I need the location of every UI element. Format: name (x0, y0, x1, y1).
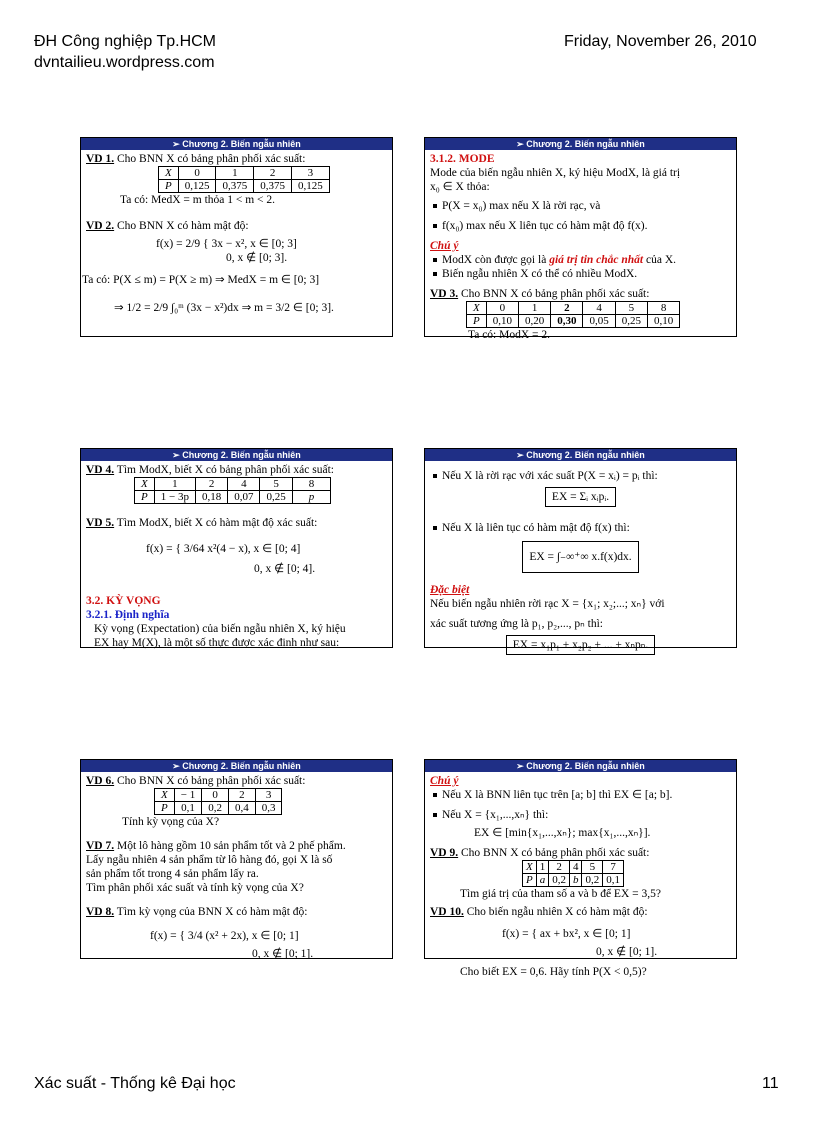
table-cell: P (135, 491, 155, 504)
table-cell: 4 (583, 302, 615, 315)
slide-6 (424, 759, 737, 978)
slide-title-bar: ➢ Chương 2. Biến ngẫu nhiên (425, 138, 736, 150)
vd7-text-2: Lấy ngẫu nhiên 4 sản phẩm từ lô hàng đó, gọi X là số (86, 854, 333, 866)
mode-def-2: x₀ ∈ X thỏa: (430, 181, 490, 193)
vd3-table (466, 301, 680, 328)
mode-heading: 3.1.2. MODE (430, 153, 495, 165)
table-cell: 8 (292, 478, 331, 491)
table-cell: 3 (255, 789, 282, 802)
table-cell: 2 (195, 478, 227, 491)
continuous-formula: EX = ∫₋∞⁺∞ x.f(x)dx. (522, 541, 638, 573)
header-website: dvntailieu.wordpress.com (34, 54, 215, 71)
slide-5 (80, 759, 393, 959)
table-cell: P (523, 874, 537, 887)
table-cell: 0,4 (228, 802, 255, 815)
vd4-text: Tìm ModX, biết X có bảng phân phối xác suất: (114, 464, 334, 476)
vd2-equation: Ta có: P(X ≤ m) = P(X ≥ m) ⇒ MedX = m ∈ [0; 3] (82, 274, 320, 286)
table-cell: 2 (549, 861, 570, 874)
header-date: Friday, November 26, 2010 (564, 33, 757, 50)
vd9-table (522, 860, 624, 887)
table-cell: 0,1 (174, 802, 201, 815)
table-cell: X (523, 861, 537, 874)
note-heading: Chú ý (430, 240, 459, 252)
special-heading: Đặc biệt (430, 584, 470, 596)
vd4-label: VD 4. (86, 464, 115, 476)
note-bullet-1: ModX còn được gọi là giá trị tin chắc nhất của X. (430, 253, 731, 267)
vd7-text-4: Tìm phân phối xác suất và tính kỳ vọng của X? (86, 882, 304, 894)
slide-1 (80, 137, 393, 337)
table-cell: 0 (202, 789, 229, 802)
table-cell: − 1 (174, 789, 201, 802)
table-cell: X (155, 789, 175, 802)
table-cell: 0,07 (228, 491, 260, 504)
header-institution: ĐH Công nghiệp Tp.HCM (34, 33, 217, 50)
vd1-result: Ta có: MedX = m thỏa 1 < m < 2. (120, 194, 276, 206)
vd9-text: Cho BNN X có bảng phân phối xác suất: (458, 847, 650, 859)
table-cell: 5 (582, 861, 603, 874)
table-cell: P (467, 315, 487, 328)
footer-title: Xác suất - Thống kê Đại học (34, 1075, 236, 1092)
table-cell: 1 (536, 861, 549, 874)
page-number: 11 (762, 1075, 779, 1092)
table-cell: b (569, 874, 582, 887)
vd2-density-line2: 0, x ∉ [0; 3]. (226, 252, 288, 264)
note-bullet-2: Biến ngẫu nhiên X có thể có nhiều ModX. (430, 267, 731, 281)
table-cell: X (135, 478, 155, 491)
table-cell: 0,18 (195, 491, 227, 504)
table-cell: 1 (518, 302, 550, 315)
table-cell: 4 (569, 861, 582, 874)
vd5-label: VD 5. (86, 517, 115, 529)
table-cell: 0,2 (202, 802, 229, 815)
table-cell: 4 (228, 478, 260, 491)
vd5-density-line2: 0, x ∉ [0; 4]. (254, 563, 316, 575)
note-heading: Chú ý (430, 775, 459, 787)
vd10-question: Cho biết EX = 0,6. Hãy tính P(X < 0,5)? (460, 966, 647, 978)
vd10-density-line2: 0, x ∉ [0; 1]. (596, 946, 658, 958)
vd9-question: Tìm giá trị của tham số a và b để EX = 3,5? (460, 888, 661, 900)
expectation-def-1: Kỳ vọng (Expectation) của biến ngẫu nhiên X, ký hiệu (94, 623, 346, 635)
vd8-density-line2: 0, x ∉ [0; 1]. (252, 948, 314, 960)
table-cell: 0 (178, 167, 216, 180)
slide-title-bar: ➢ Chương 2. Biến ngẫu nhiên (81, 449, 392, 461)
vd7-label: VD 7. (86, 840, 115, 852)
table-cell: 0,375 (254, 180, 292, 193)
table-cell: 1 − 3p (154, 491, 195, 504)
table-cell: 0,10 (486, 315, 518, 328)
vd1-label: VD 1. (86, 153, 115, 165)
table-cell: 0,125 (291, 180, 329, 193)
slide-2 (424, 137, 737, 341)
discrete-formula: EX = Σᵢ xᵢpᵢ. (545, 487, 616, 507)
expectation-heading: 3.2. KỲ VỌNG (86, 595, 161, 607)
slide-3 (80, 448, 393, 648)
table-cell: p (292, 491, 331, 504)
vd2-density-line1: f(x) = 2/9 { 3x − x², x ∈ [0; 3] (156, 238, 297, 250)
slide-4 (424, 448, 737, 651)
table-cell: 1 (154, 478, 195, 491)
slide-title-bar: ➢ Chương 2. Biến ngẫu nhiên (425, 449, 736, 461)
table-cell: 0,25 (615, 315, 647, 328)
table-cell: 0,1 (603, 874, 624, 887)
discrete-bullet: Nếu X là rời rạc với xác suất P(X = xᵢ) = pᵢ thì: (430, 469, 731, 483)
vd3-result: Ta có: ModX = 2. (468, 329, 551, 341)
table-cell: 0,20 (518, 315, 550, 328)
vd2-text: Cho BNN X có hàm mật độ: (114, 220, 249, 232)
table-cell: 2 (254, 167, 292, 180)
table-cell: 7 (603, 861, 624, 874)
table-cell: 0,375 (216, 180, 254, 193)
table-cell: 0,3 (255, 802, 282, 815)
table-cell: 0,2 (549, 874, 570, 887)
vd7-text-1: Một lô hàng gồm 10 sản phẩm tốt và 2 phế phẩm. (114, 840, 346, 852)
vd6-text: Cho BNN X có bảng phân phối xác suất: (114, 775, 306, 787)
vd10-label: VD 10. (430, 906, 464, 918)
table-cell: P (155, 802, 175, 815)
vd2-solution: ⇒ 1/2 = 2/9 ∫₀ᵐ (3x − x²)dx ⇒ m = 3/2 ∈ [0; 3]. (114, 302, 334, 314)
vd10-density-line1: f(x) = { ax + bx², x ∈ [0; 1] (502, 928, 631, 940)
vd3-text: Cho BNN X có bảng phân phối xác suất: (458, 288, 650, 300)
table-cell: 0,30 (551, 315, 583, 328)
special-text-2: xác suất tương ứng là p₁, p₂,..., pₙ thì: (430, 618, 603, 630)
note-bullet-1: Nếu X là BNN liên tục trên [a; b] thì EX ∈ [a; b]. (430, 788, 731, 802)
special-text-1: Nếu biến ngẫu nhiên rời rạc X = {x₁; x₂;...; xₙ} với (430, 598, 665, 610)
vd7-text-3: sản phẩm tốt trong 4 sản phẩm lấy ra. (86, 868, 259, 880)
table-cell: 0,25 (260, 491, 292, 504)
slide-title-bar: ➢ Chương 2. Biến ngẫu nhiên (425, 760, 736, 772)
expectation-def-2: EX hay M(X), là một số thực được xác định như sau: (94, 637, 340, 649)
table-cell: 5 (615, 302, 647, 315)
note-bullet-2: Nếu X = {x₁,...,xₙ} thì: (430, 808, 731, 822)
table-cell: 0,2 (582, 874, 603, 887)
table-cell: X (159, 167, 179, 180)
table-cell: 0,125 (178, 180, 216, 193)
table-cell: 2 (228, 789, 255, 802)
note-bullet-2-formula: EX ∈ [min{x₁,...,xₙ}; max{x₁,...,xₙ}]. (474, 827, 651, 839)
table-cell: 0,10 (647, 315, 679, 328)
vd8-label: VD 8. (86, 906, 115, 918)
mode-def-1: Mode của biến ngẫu nhiên X, ký hiệu ModX, là giá trị (430, 167, 681, 179)
special-formula: EX = x₁p₁ + x₂p₂ + ... + xₙpₙ. (506, 635, 655, 655)
vd8-density-line1: f(x) = { 3/4 (x² + 2x), x ∈ [0; 1] (150, 930, 299, 942)
slide-title-bar: ➢ Chương 2. Biến ngẫu nhiên (81, 138, 392, 150)
table-cell: 3 (291, 167, 329, 180)
table-cell: 8 (647, 302, 679, 315)
table-cell: 1 (216, 167, 254, 180)
mode-bullet-2: f(x₀) max nếu X liên tục có hàm mật độ f(x). (430, 219, 731, 233)
table-cell: a (536, 874, 549, 887)
vd1-table (158, 166, 330, 193)
vd10-text: Cho biến ngẫu nhiên X có hàm mật độ: (463, 906, 648, 918)
table-cell: 0,05 (583, 315, 615, 328)
table-cell: 0 (486, 302, 518, 315)
vd5-density-line1: f(x) = { 3/64 x²(4 − x), x ∈ [0; 4] (146, 543, 301, 555)
definition-subheading: 3.2.1. Định nghĩa (86, 609, 170, 621)
vd1-text: Cho BNN X có bảng phân phối xác suất: (114, 153, 306, 165)
table-cell: P (159, 180, 179, 193)
mode-bullet-1: P(X = x₀) max nếu X là rời rạc, và (430, 199, 731, 213)
vd6-table (154, 788, 282, 815)
table-cell: 5 (260, 478, 292, 491)
vd9-label: VD 9. (430, 847, 459, 859)
vd8-text: Tìm kỳ vọng của BNN X có hàm mật độ: (114, 906, 308, 918)
table-cell: 2 (551, 302, 583, 315)
vd2-label: VD 2. (86, 220, 115, 232)
vd4-table (134, 477, 331, 504)
vd5-text: Tìm ModX, biết X có hàm mật độ xác suất: (114, 517, 318, 529)
vd6-label: VD 6. (86, 775, 115, 787)
slide-title-bar: ➢ Chương 2. Biến ngẫu nhiên (81, 760, 392, 772)
vd6-question: Tính kỳ vọng của X? (122, 816, 220, 828)
table-cell: X (467, 302, 487, 315)
vd3-label: VD 3. (430, 288, 459, 300)
continuous-bullet: Nếu X là liên tục có hàm mật độ f(x) thì: (430, 521, 731, 535)
